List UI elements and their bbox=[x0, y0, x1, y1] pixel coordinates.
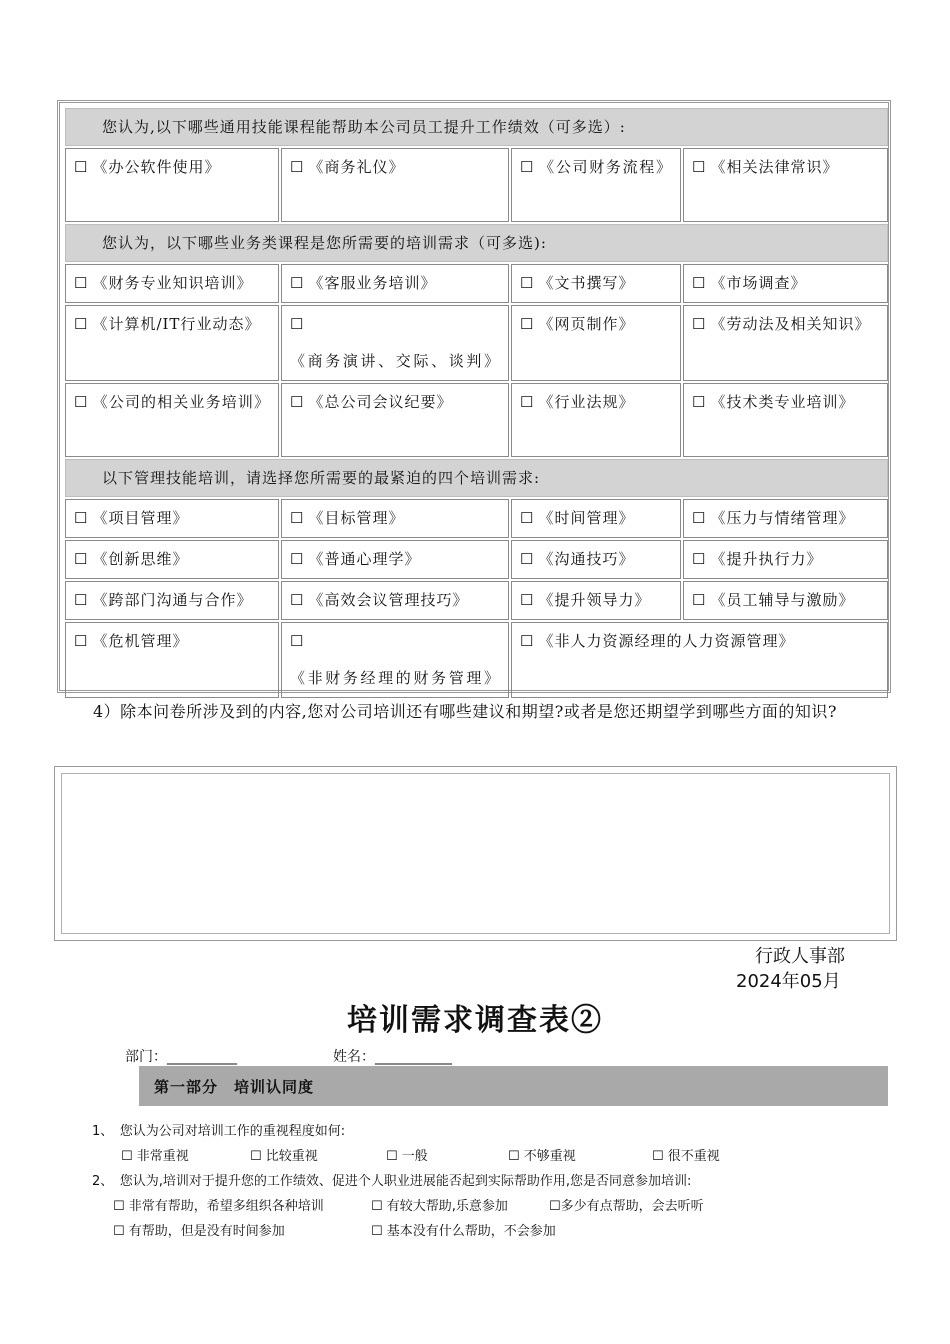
option-business[interactable]: ☐《商务演讲、交际、谈判》 bbox=[281, 305, 509, 381]
department-field[interactable]: 部门：__________ bbox=[125, 1049, 237, 1065]
checkbox-icon[interactable]: ☐ bbox=[520, 509, 535, 527]
checkbox-icon[interactable]: ☐ bbox=[74, 315, 89, 333]
checkbox-icon[interactable]: ☐ bbox=[692, 509, 707, 527]
part-one-title: 第一部分 培训认同度 bbox=[154, 1078, 315, 1096]
checkbox-icon[interactable]: ☐ bbox=[652, 1149, 664, 1164]
option-management[interactable]: ☐ 《提升执行力》 bbox=[683, 540, 888, 579]
option-legal-knowledge[interactable]: ☐ 《相关法律常识》 bbox=[683, 148, 888, 222]
checkbox-icon[interactable]: ☐ bbox=[74, 509, 89, 527]
checkbox-icon[interactable]: ☐ bbox=[74, 274, 89, 292]
training-needs-survey-table bbox=[57, 100, 891, 693]
option-management[interactable]: ☐ 《员工辅导与激励》 bbox=[683, 581, 888, 620]
option-management[interactable]: ☐ 《沟通技巧》 bbox=[511, 540, 681, 579]
business-courses-header: 您认为，以下哪些业务类课程是您所需要的培训需求（可多选): bbox=[65, 224, 888, 262]
checkbox-icon[interactable]: ☐ bbox=[121, 1149, 133, 1164]
checkbox-icon[interactable]: ☐ bbox=[549, 1199, 561, 1214]
q1-option[interactable]: ☐ 很不重视 bbox=[652, 1149, 720, 1164]
signature-date: 2024年05月 bbox=[736, 971, 841, 992]
checkbox-icon[interactable]: ☐ bbox=[290, 550, 305, 568]
name-field[interactable]: 姓名：___________ bbox=[333, 1049, 452, 1065]
checkbox-icon[interactable]: ☐ bbox=[692, 158, 707, 176]
part-one-header bbox=[139, 1066, 888, 1106]
option-management[interactable]: ☐ 《普通心理学》 bbox=[281, 540, 509, 579]
option-management[interactable]: ☐ 《非人力资源经理的人力资源管理》 bbox=[511, 622, 888, 698]
checkbox-icon[interactable]: ☐ bbox=[74, 550, 89, 568]
option-business[interactable]: ☐ 《文书撰写》 bbox=[511, 264, 681, 303]
option-management[interactable]: ☐ 《危机管理》 bbox=[65, 622, 279, 698]
checkbox-icon[interactable]: ☐ bbox=[692, 591, 707, 609]
option-management[interactable]: ☐ 《目标管理》 bbox=[281, 499, 509, 538]
question-2-text: 2、 您认为,培训对于提升您的工作绩效、促进个人职业进展能否起到实际帮助作用,您是否同意参加培训: bbox=[92, 1174, 692, 1189]
checkbox-icon[interactable]: ☐ bbox=[290, 509, 305, 527]
checkbox-icon[interactable]: ☐ bbox=[386, 1149, 398, 1164]
checkbox-icon[interactable]: ☐ bbox=[74, 393, 89, 411]
checkbox-icon[interactable]: ☐ bbox=[74, 158, 89, 176]
option-management[interactable]: ☐ 《创新思维》 bbox=[65, 540, 279, 579]
option-business[interactable]: ☐ 《客服业务培训》 bbox=[281, 264, 509, 303]
checkbox-icon[interactable]: ☐ bbox=[113, 1199, 125, 1214]
q1-option[interactable]: ☐ 一般 bbox=[386, 1149, 428, 1164]
management-skills-header: 以下管理技能培训，请选择您所需要的最紧迫的四个培训需求: bbox=[65, 459, 888, 497]
option-business[interactable]: ☐ 《总公司会议纪要》 bbox=[281, 383, 509, 457]
option-management[interactable]: ☐ 《压力与情绪管理》 bbox=[683, 499, 888, 538]
option-management[interactable]: ☐《非财务经理的财务管理》 bbox=[281, 622, 509, 698]
q2-option[interactable]: ☐ 基本没有什么帮助，不会参加 bbox=[371, 1224, 556, 1239]
question-1-text: 1、 您认为公司对培训工作的重视程度如何: bbox=[92, 1124, 346, 1139]
option-management[interactable]: ☐ 《跨部门沟通与合作》 bbox=[65, 581, 279, 620]
checkbox-icon[interactable]: ☐ bbox=[520, 158, 535, 176]
checkbox-icon[interactable]: ☐ bbox=[74, 632, 89, 650]
checkbox-icon[interactable]: ☐ bbox=[520, 393, 535, 411]
general-skills-header: 您认为,以下哪些通用技能课程能帮助本公司员工提升工作绩效（可多选）: bbox=[65, 108, 888, 146]
checkbox-icon[interactable]: ☐ bbox=[520, 550, 535, 568]
option-management[interactable]: ☐ 《项目管理》 bbox=[65, 499, 279, 538]
checkbox-icon[interactable]: ☐ bbox=[508, 1149, 520, 1164]
option-business-etiquette[interactable]: ☐ 《商务礼仪》 bbox=[281, 148, 509, 222]
checkbox-icon[interactable]: ☐ bbox=[692, 315, 707, 333]
option-business[interactable]: ☐ 《公司的相关业务培训》 bbox=[65, 383, 279, 457]
checkbox-icon[interactable]: ☐ bbox=[290, 274, 305, 292]
suggestions-answer-box[interactable] bbox=[54, 766, 897, 941]
course-options-grid bbox=[63, 106, 890, 700]
checkbox-icon[interactable]: ☐ bbox=[290, 393, 305, 411]
option-office-software[interactable]: ☐ 《办公软件使用》 bbox=[65, 148, 279, 222]
checkbox-icon[interactable]: ☐ bbox=[520, 591, 535, 609]
checkbox-icon[interactable]: ☐ bbox=[371, 1224, 383, 1239]
q2-option[interactable]: ☐ 有帮助，但是没有时间参加 bbox=[113, 1224, 285, 1239]
form-title: 培训需求调查表② bbox=[347, 1003, 603, 1038]
signature-department: 行政人事部 bbox=[755, 946, 845, 967]
q2-option[interactable]: ☐多少有点帮助，会去听听 bbox=[549, 1199, 704, 1214]
checkbox-icon[interactable]: ☐ bbox=[692, 393, 707, 411]
option-management[interactable]: ☐ 《高效会议管理技巧》 bbox=[281, 581, 509, 620]
option-business[interactable]: ☐ 《财务专业知识培训》 bbox=[65, 264, 279, 303]
checkbox-icon[interactable]: ☐ bbox=[520, 632, 535, 650]
option-business[interactable]: ☐ 《技术类专业培训》 bbox=[683, 383, 888, 457]
checkbox-icon[interactable]: ☐ bbox=[692, 274, 707, 292]
option-business[interactable]: ☐ 《计算机/IT行业动态》 bbox=[65, 305, 279, 381]
q1-option[interactable]: ☐ 不够重视 bbox=[508, 1149, 576, 1164]
checkbox-icon[interactable]: ☐ bbox=[371, 1199, 383, 1214]
checkbox-icon[interactable]: ☐ bbox=[74, 591, 89, 609]
option-business[interactable]: ☐ 《劳动法及相关知识》 bbox=[683, 305, 888, 381]
option-finance-process[interactable]: ☐ 《公司财务流程》 bbox=[511, 148, 681, 222]
checkbox-icon[interactable]: ☐ bbox=[520, 315, 535, 333]
option-management[interactable]: ☐ 《时间管理》 bbox=[511, 499, 681, 538]
checkbox-icon[interactable]: ☐ bbox=[520, 274, 535, 292]
option-management[interactable]: ☐ 《提升领导力》 bbox=[511, 581, 681, 620]
checkbox-icon[interactable]: ☐ bbox=[250, 1149, 262, 1164]
checkbox-icon[interactable]: ☐ bbox=[113, 1224, 125, 1239]
q1-option[interactable]: ☐ 比较重视 bbox=[250, 1149, 318, 1164]
question-4-text: 4）除本问卷所涉及到的内容,您对公司培训还有哪些建议和期望?或者是您还期望学到哪些方面的知识? bbox=[93, 702, 837, 721]
option-business[interactable]: ☐ 《行业法规》 bbox=[511, 383, 681, 457]
option-business[interactable]: ☐ 《市场调查》 bbox=[683, 264, 888, 303]
checkbox-icon[interactable]: ☐ bbox=[290, 632, 305, 650]
q2-option[interactable]: ☐ 非常有帮助，希望多组织各种培训 bbox=[113, 1199, 324, 1214]
option-business[interactable]: ☐ 《网页制作》 bbox=[511, 305, 681, 381]
checkbox-icon[interactable]: ☐ bbox=[290, 591, 305, 609]
checkbox-icon[interactable]: ☐ bbox=[290, 158, 305, 176]
q2-option[interactable]: ☐ 有较大帮助,乐意参加 bbox=[371, 1199, 508, 1214]
checkbox-icon[interactable]: ☐ bbox=[692, 550, 707, 568]
checkbox-icon[interactable]: ☐ bbox=[290, 315, 305, 333]
q1-option[interactable]: ☐ 非常重视 bbox=[121, 1149, 189, 1164]
